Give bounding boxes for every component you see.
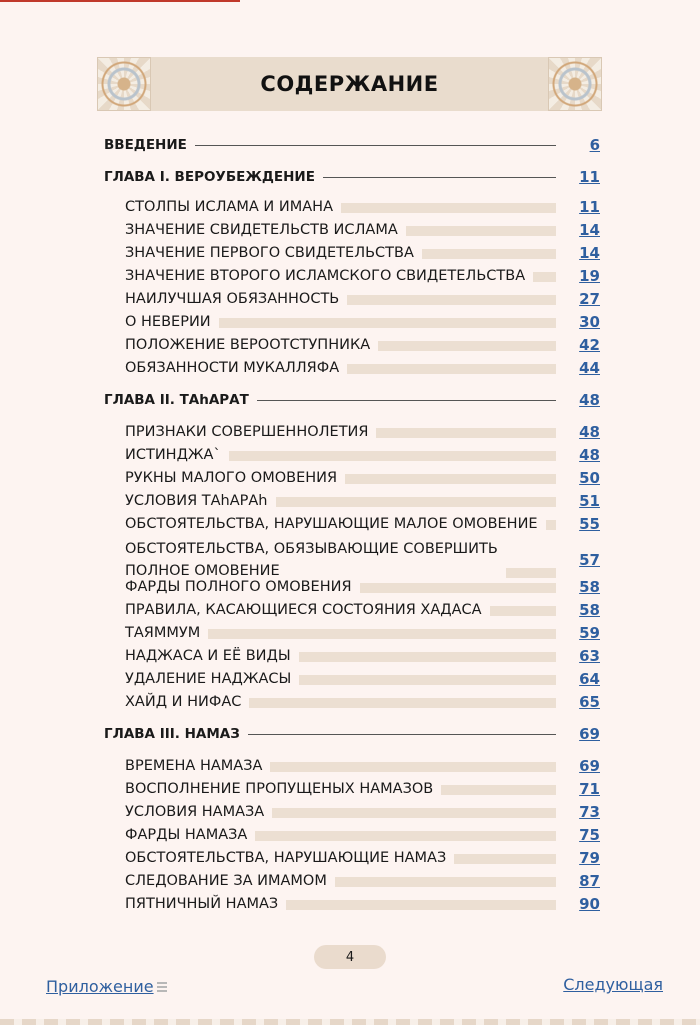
toc-page-link[interactable]: 69 <box>579 757 600 775</box>
leader-fill <box>229 451 556 461</box>
toc-entry-label: ФАРДЫ ПОЛНОГО ОМОВЕНИЯ <box>125 579 352 595</box>
leader-fill <box>341 203 556 213</box>
toc-entry[interactable] <box>125 334 600 356</box>
toc-entry[interactable] <box>125 847 600 869</box>
toc-entry-label: НАИЛУЧШАЯ ОБЯЗАННОСТЬ <box>125 291 340 307</box>
leader-rule <box>323 177 556 178</box>
leader-rule <box>248 734 556 735</box>
toc-entry-label: ЗНАЧЕНИЕ СВИДЕТЕЛЬСТВ ИСЛАМА <box>125 222 398 238</box>
toc-entry-label: ПРИЗНАКИ СОВЕРШЕННОЛЕТИЯ <box>125 424 369 440</box>
toc-entry[interactable] <box>125 288 600 310</box>
toc-page-link[interactable]: 14 <box>579 244 600 262</box>
toc-entry-label: ГЛАВА I. ВЕРОУБЕЖДЕНИЕ <box>104 169 315 185</box>
toc-entry[interactable] <box>125 599 600 621</box>
leader-fill <box>299 652 556 662</box>
toc-entry[interactable] <box>125 778 600 800</box>
toc-page-link[interactable]: 71 <box>579 780 600 798</box>
toc-entry[interactable] <box>125 893 600 915</box>
leader-fill <box>219 318 556 328</box>
toc-page-link[interactable]: 44 <box>579 359 600 377</box>
toc-entry[interactable] <box>125 196 600 218</box>
toc-entry-label: УСЛОВИЯ ТАhАРАh <box>125 493 268 509</box>
toc-page-link[interactable]: 19 <box>579 267 600 285</box>
leader-fill <box>276 497 557 507</box>
menu-icon <box>157 982 167 992</box>
leader-fill <box>272 808 556 818</box>
leader-fill <box>533 272 556 282</box>
leader-fill <box>546 520 556 530</box>
toc-entry-label: ВОСПОЛНЕНИЕ ПРОПУЩЕНЫХ НАМАЗОВ <box>125 781 434 797</box>
leader-fill <box>454 854 556 864</box>
toc-entry[interactable] <box>125 668 600 690</box>
toc-entry[interactable] <box>125 513 600 535</box>
toc-entry[interactable] <box>125 311 600 333</box>
toc-entry-label: ОБСТОЯТЕЛЬСТВА, НАРУШАЮЩИЕ МАЛОЕ ОМОВЕНИЕ <box>125 516 538 532</box>
leader-fill <box>406 226 556 236</box>
toc-entry[interactable] <box>125 824 600 846</box>
toc-entry-label: УСЛОВИЯ НАМАЗА <box>125 804 265 820</box>
toc-entry-label: СТОЛПЫ ИСЛАМА И ИМАНА <box>125 199 333 215</box>
leader-fill <box>422 249 556 259</box>
toc-page-link[interactable]: 57 <box>579 551 600 569</box>
toc-entry-label: ХАЙД И НИФАС <box>125 694 242 710</box>
toc-entry-label: ПРАВИЛА, КАСАЮЩИЕСЯ СОСТОЯНИЯ ХАДАСА <box>125 602 482 618</box>
toc-entry-label: НАДЖАСА И ЕЁ ВИДЫ <box>125 648 291 664</box>
toc-chapter[interactable] <box>104 166 600 188</box>
toc-page-link[interactable]: 58 <box>579 601 600 619</box>
toc-entry-label-line1: ОБСТОЯТЕЛЬСТВА, ОБЯЗЫВАЮЩИЕ СОВЕРШИТЬ <box>125 541 498 557</box>
page-title: СОДЕРЖАНИЕ <box>260 72 439 96</box>
toc-page-link[interactable]: 64 <box>579 670 600 688</box>
toc-entry-label: ОБСТОЯТЕЛЬСТВА, НАРУШАЮЩИЕ НАМАЗ <box>125 850 447 866</box>
leader-fill <box>347 295 556 305</box>
toc-entry[interactable] <box>125 490 600 512</box>
toc-page-link[interactable]: 65 <box>579 693 600 711</box>
toc-page-link[interactable]: 50 <box>579 469 600 487</box>
toc-chapter[interactable] <box>104 389 600 411</box>
toc-entry[interactable] <box>125 801 600 823</box>
toc-entry-label: ЗНАЧЕНИЕ ВТОРОГО ИСЛАМСКОГО СВИДЕТЕЛЬСТВА <box>125 268 526 284</box>
toc-page-link[interactable]: 59 <box>579 624 600 642</box>
toc-entry[interactable] <box>125 242 600 264</box>
toc-entry-label: ОБЯЗАННОСТИ МУКАЛЛЯФА <box>125 360 340 376</box>
toc-entry[interactable] <box>125 755 600 777</box>
toc-page-link[interactable]: 90 <box>579 895 600 913</box>
toc-page-link[interactable]: 69 <box>579 725 600 743</box>
leader-fill <box>347 364 556 374</box>
top-accent-line <box>0 0 240 2</box>
toc-entry-label: ФАРДЫ НАМАЗА <box>125 827 248 843</box>
toc-page-link[interactable]: 75 <box>579 826 600 844</box>
leader-fill <box>299 675 556 685</box>
toc-page-link[interactable]: 48 <box>579 446 600 464</box>
toc-page-link[interactable]: 11 <box>579 198 600 216</box>
toc-page-link[interactable]: 6 <box>589 136 600 154</box>
toc-entry[interactable] <box>125 467 600 489</box>
toc-entry[interactable] <box>125 645 600 667</box>
leader-fill <box>286 900 556 910</box>
toc-page-link[interactable]: 79 <box>579 849 600 867</box>
leader-fill <box>345 474 556 484</box>
toc-entry[interactable] <box>125 870 600 892</box>
toc-page-link[interactable]: 73 <box>579 803 600 821</box>
toc-entry[interactable] <box>125 622 600 644</box>
toc-entry-label: ТАЯММУМ <box>125 625 201 641</box>
toc-entry-label: ВВЕДЕНИЕ <box>104 137 187 153</box>
toc-entry-label: ГЛАВА II. ТАhАРАТ <box>104 392 249 408</box>
toc-page-link[interactable]: 63 <box>579 647 600 665</box>
toc-entry[interactable] <box>125 265 600 287</box>
leader-fill <box>208 629 556 639</box>
toc-page-link[interactable]: 55 <box>579 515 600 533</box>
leader-fill <box>255 831 556 841</box>
contents-header <box>97 57 602 111</box>
toc-page-link[interactable]: 14 <box>579 221 600 239</box>
toc-entry-label-line2: ПОЛНОЕ ОМОВЕНИЕ <box>125 563 280 579</box>
toc-page-link[interactable]: 87 <box>579 872 600 890</box>
toc-page-link[interactable]: 58 <box>579 578 600 596</box>
appendix-link[interactable] <box>46 977 167 996</box>
toc-entry-label: ЗНАЧЕНИЕ ПЕРВОГО СВИДЕТЕЛЬСТВА <box>125 245 414 261</box>
leader-fill <box>270 762 556 772</box>
toc-page-link[interactable]: 30 <box>579 313 600 331</box>
bottom-decor-band <box>0 1019 700 1025</box>
leader-fill <box>360 583 556 593</box>
toc-chapter[interactable] <box>104 134 600 156</box>
toc-page-link[interactable]: 48 <box>579 391 600 409</box>
toc-page-link[interactable]: 51 <box>579 492 600 510</box>
next-page-link[interactable]: Следующая <box>563 975 663 994</box>
toc-entry-label: СЛЕДОВАНИЕ ЗА ИМАМОМ <box>125 873 327 889</box>
toc-page-link[interactable]: 27 <box>579 290 600 308</box>
appendix-link-label: Приложение <box>46 977 154 996</box>
toc-entry-label: ВРЕМЕНА НАМАЗА <box>125 758 263 774</box>
leader-fill <box>441 785 556 795</box>
toc-entry-label: О НЕВЕРИИ <box>125 314 211 330</box>
toc-entry-label: УДАЛЕНИЕ НАДЖАСЫ <box>125 671 292 687</box>
leader-fill <box>335 877 556 887</box>
leader-fill <box>376 428 556 438</box>
ornament-right-icon <box>548 57 602 111</box>
toc-entry[interactable] <box>125 444 600 466</box>
toc-entry[interactable] <box>125 357 600 379</box>
toc-entry-label: ПОЛОЖЕНИЕ ВЕРООТСТУПНИКА <box>125 337 371 353</box>
toc-entry-label: РУКНЫ МАЛОГО ОМОВЕНИЯ <box>125 470 338 486</box>
toc-entry[interactable] <box>125 691 600 713</box>
leader-fill <box>378 341 556 351</box>
leader-fill <box>249 698 556 708</box>
toc-entry-label: ИСТИНДЖА` <box>125 447 221 463</box>
page-number-badge: 4 <box>314 945 386 969</box>
toc-chapter[interactable] <box>104 723 600 745</box>
toc-page-link[interactable]: 42 <box>579 336 600 354</box>
toc-page-link[interactable]: 48 <box>579 423 600 441</box>
toc-entry-label: ГЛАВА III. НАМАЗ <box>104 726 240 742</box>
leader-fill <box>490 606 556 616</box>
toc-entry-label: ПЯТНИЧНЫЙ НАМАЗ <box>125 896 279 912</box>
toc-entry[interactable] <box>125 219 600 241</box>
leader-rule <box>195 145 556 146</box>
leader-rule <box>257 400 556 401</box>
toc-entry[interactable] <box>125 576 600 598</box>
toc-page-link[interactable]: 11 <box>579 168 600 186</box>
toc-entry[interactable] <box>125 421 600 443</box>
